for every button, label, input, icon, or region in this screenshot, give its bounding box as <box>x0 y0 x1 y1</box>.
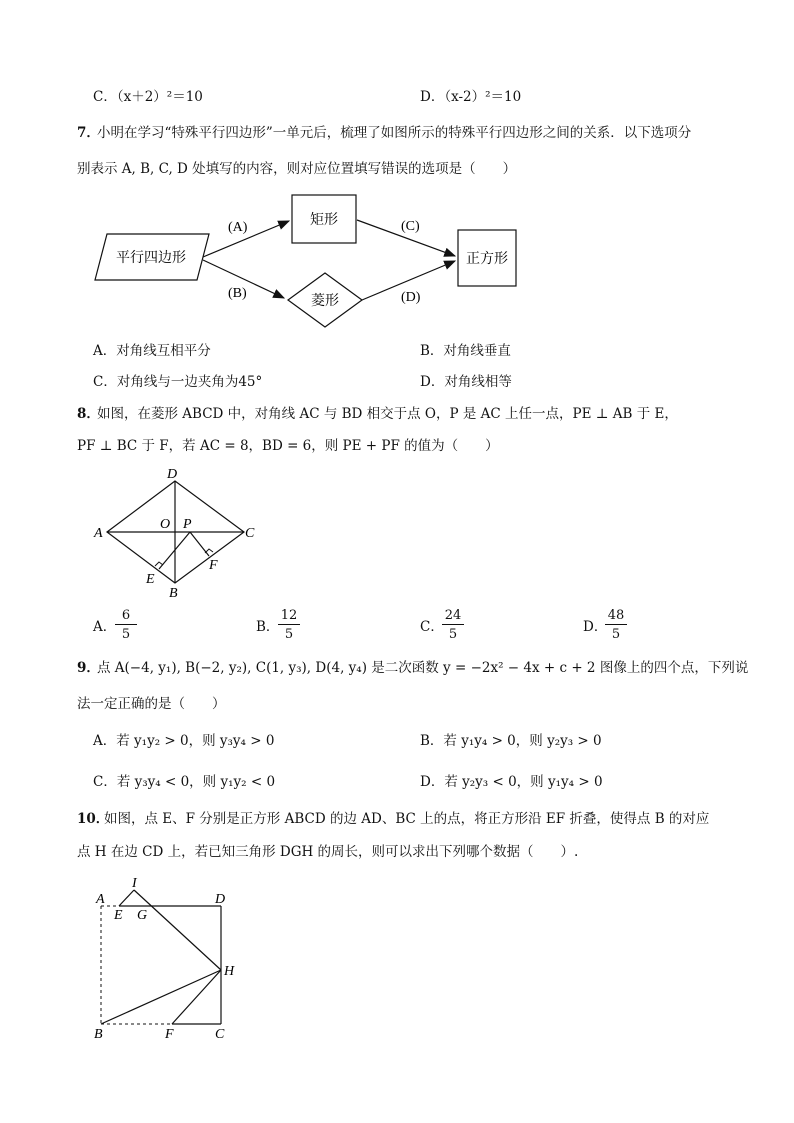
q8-stem-line1: 如图，在菱形 ABCD 中，对角线 AC 与 BD 相交于点 O，P 是 AC 上任一点，PE ⊥ AB 于 E， <box>97 406 678 422</box>
q9-option-b: B．若 y₁y₄ > 0，则 y₂y₃ > 0 <box>420 733 602 749</box>
label-c: C <box>245 526 255 541</box>
q7-option-c: C．对角线与一边夹角为45° <box>93 374 263 390</box>
segment-fh <box>172 970 221 1024</box>
label-g: G <box>137 908 148 923</box>
segment-ih <box>134 890 221 970</box>
q8-option-d-den: 5 <box>611 627 621 642</box>
q6-option-c: C．（x＋2）²＝10 <box>93 89 203 105</box>
square-label: 正方形 <box>466 252 508 267</box>
arrow-a-label: (A) <box>228 220 248 235</box>
q10-stem-line1: 如图，点 E、F 分别是正方形 ABCD 的边 AD、BC 上的点，将正方形沿 EF 折叠，使得点 B 的对应 <box>104 811 710 827</box>
q9-stem-line2: 法一定正确的是（ ） <box>77 696 226 712</box>
q8-option-a-num: 6 <box>115 609 137 625</box>
label-h: H <box>224 964 235 979</box>
q7-stem-line2: 别表示 A, B, C, D 处填写的内容，则对应位置填写错误的选项是（ ） <box>77 161 517 177</box>
q8-number: 8． <box>77 406 100 422</box>
q10-number: 10． <box>77 811 110 827</box>
q8-option-b-letter: B． <box>256 619 280 635</box>
label-b: B <box>169 586 178 601</box>
q8-option-c-den: 5 <box>448 627 458 642</box>
q7-number: 7． <box>77 125 100 141</box>
q8-option-b-num: 12 <box>278 609 300 625</box>
rectangle-label: 矩形 <box>310 213 338 228</box>
q9-option-a: A．若 y₁y₂ > 0，则 y₃y₄ > 0 <box>93 733 275 749</box>
q8-option-a-letter: A． <box>93 619 117 635</box>
q9-number: 9． <box>77 660 100 676</box>
q8-option-c-letter: C． <box>420 619 444 635</box>
arrow-b-label: (B) <box>228 286 247 301</box>
q6-option-d: D．（x-2）²＝10 <box>420 89 522 105</box>
q7-option-b: B．对角线垂直 <box>420 343 511 359</box>
label-a: A <box>96 892 105 907</box>
label-e: E <box>146 572 155 587</box>
q9-stem-line1: 点 A(−4, y₁), B(−2, y₂), C(1, y₃), D(4, y₄) 是二次函数 y = −2x² − 4x + c + 2 图像上的四个点，下列说 <box>97 660 749 676</box>
label-f: F <box>209 558 218 573</box>
arrow-c-label: (C) <box>401 219 420 234</box>
q9-option-c: C．若 y₃y₄ < 0，则 y₁y₂ < 0 <box>93 774 276 790</box>
label-d: D <box>215 892 226 907</box>
label-o: O <box>160 517 171 532</box>
label-d: D <box>167 467 178 482</box>
q8-stem-line2: PF ⊥ BC 于 F，若 AC = 8，BD = 6，则 PE + PF 的值为（ ） <box>77 438 499 454</box>
q7-option-a: A．对角线互相平分 <box>93 343 211 359</box>
q8-option-b-den: 5 <box>284 627 294 642</box>
label-p: P <box>183 517 192 532</box>
q8-option-a-den: 5 <box>121 627 131 642</box>
arrow-d-label: (D) <box>401 290 421 305</box>
label-b: B <box>94 1027 103 1042</box>
parallelogram-label: 平行四边形 <box>116 251 186 266</box>
segment-ei <box>119 890 134 906</box>
q8-option-d-letter: D． <box>583 619 608 635</box>
q7-option-d: D．对角线相等 <box>420 374 512 390</box>
label-a: A <box>94 526 103 541</box>
label-f: F <box>165 1027 174 1042</box>
q10-stem-line2: 点 H 在边 CD 上，若已知三角形 DGH 的周长，则可以求出下列哪个数据（ ）. <box>77 844 579 860</box>
q8-option-d-num: 48 <box>605 609 627 625</box>
q8-option-c-num: 24 <box>442 609 464 625</box>
segment-bh <box>101 970 221 1024</box>
q7-stem-line1: 小明在学习“特殊平行四边形”一单元后，梳理了如图所示的特殊平行四边形之间的关系．以下选项分 <box>97 125 692 141</box>
q9-option-d: D．若 y₂y₃ < 0，则 y₁y₄ > 0 <box>420 774 603 790</box>
label-c: C <box>215 1027 225 1042</box>
rhombus-label: 菱形 <box>311 294 339 309</box>
label-i: I <box>132 876 137 891</box>
label-e: E <box>114 908 123 923</box>
